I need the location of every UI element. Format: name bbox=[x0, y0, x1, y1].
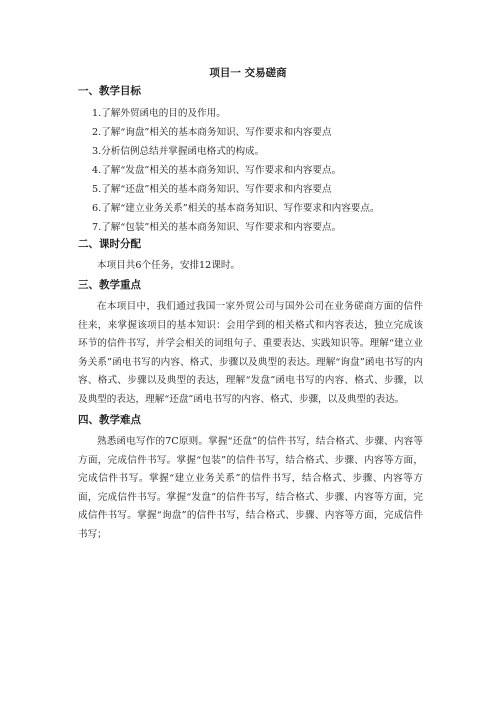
goal-item: 6.了解“建立业务关系”相关的基本商务知识、写作要求和内容要点。 bbox=[92, 203, 380, 214]
section-teaching-goals bbox=[78, 84, 423, 237]
goal-item: 2.了解“询盘”相关的基本商务知识、写作要求和内容要点 bbox=[92, 127, 332, 138]
section-heading-hours: 二、课时分配 bbox=[78, 238, 141, 250]
key-points-paragraph: 在本项目中，我们通过我国一家外贸公司与国外公司在业务磋商方面的信件往来，来掌握该项目的基本知识：会用学到的相关格式和内容表达，独立完成该环节的信件书写，并学会相关的词组句子、重要表达、实践知识等。理解“建立业务关系”函电书写的内容、格式、步骤以及典型的表达。理解“询盘”函电书写的内容、格式、步骤以及典型的表达，理解“发盘”函电书写的内容、格式、步骤，以及典型的表达，理解“还盘”函电书写的内容、格式、步骤，以及典型的表达。 bbox=[78, 301, 423, 405]
section-heading-key: 三、教学重点 bbox=[78, 279, 141, 291]
section-key-points bbox=[78, 278, 423, 410]
goal-item: 3.分析信例总结并掌握函电格式的构成。 bbox=[92, 146, 265, 157]
section-heading-difficulties: 四、教学难点 bbox=[78, 414, 141, 426]
goal-item: 1.了解外贸函电的目的及作用。 bbox=[92, 108, 226, 119]
goal-item: 4.了解“发盘”相关的基本商务知识、写作要求和内容要点。 bbox=[92, 165, 342, 176]
document-title: 项目一 交易磋商 bbox=[209, 67, 287, 79]
section-difficulties bbox=[78, 413, 423, 545]
section-class-hours bbox=[78, 237, 423, 276]
goal-item: 5.了解“还盘”相关的基本商务知识、写作要求和内容要点 bbox=[92, 184, 332, 195]
goals-list bbox=[78, 104, 423, 237]
hours-paragraph: 本项目共6个任务，安排12课时。 bbox=[97, 260, 241, 271]
goal-item: 7.了解“包装”相关的基本商务知识、写作要求和内容要点。 bbox=[92, 222, 342, 233]
difficulties-paragraph: 熟悉函电写作的7C原则。掌握“还盘”的信件书写，结合格式、步骤、内容等方面，完成信件书写。掌握“包装”的信件书写，结合格式、步骤、内容等方面，完成信件书写。掌握“建立业务关系”的信件书写，结合格式、步骤、内容等方面，完成信件书写。掌握“发盘”的信件书写，结合格式、步骤、内容等方面，完成信件书写。掌握“询盘”的信件书写，结合格式、步骤、内容等方面，完成信件书写； bbox=[78, 436, 423, 540]
section-heading-goals: 一、教学目标 bbox=[78, 85, 141, 97]
